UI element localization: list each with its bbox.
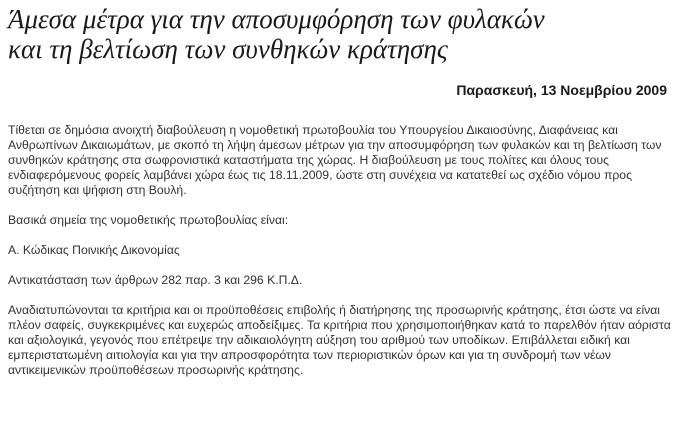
paragraph-replacement: Αντικατάσταση των άρθρων 282 παρ. 3 και 296 Κ.Π.Δ. <box>8 273 303 287</box>
paragraph-criteria: Αναδιατυπώνονται τα κριτήρια και οι προϋποθέσεις επιβολής ή διατήρησης της προσωρινής κράτησης, έτσι ώστε να είναι πλέον σαφείς, συγκεκριμένες και ευχερώς αποδείξιμες. Τα κριτήρια που χρησιμοποιήθηκαν κατά το παρελθόν ήταν αόριστα και αξιολογικά, γεγονός που επέτρεψε την αδικαιολόγητη αύξηση του αριθμού των υποδίκων. Επιβάλλεται ειδική και εμπεριστατωμένη αιτιολογία και για την απροσφορότητα των περιοριστικών όρων και για τη συνδρομή των νέων αντικειμενικών προϋποθέσεων προσωρινής κράτησης. <box>8 303 671 377</box>
article-title-line-1: Άμεσα μέτρα για την αποσυμφόρηση των φυλακών <box>8 4 545 34</box>
article-title-line-2: και τη βελτίωση των συνθηκών κράτησης <box>8 34 448 64</box>
article-body <box>8 123 673 393</box>
paragraph-intro: Τίθεται σε δημόσια ανοιχτή διαβούλευση η νομοθετική πρωτοβουλία του Υπουργείου Δικαιοσύνης, Διαφάνειας και Ανθρωπίνων Δικαιωμάτων, με σκοπό τη λήψη άμεσων μέτρων για την αποσυμφόρηση των φυλακών και τη βελτίωση των συνθηκών κράτησης στα σωφρονιστικά καταστήματα της χώρας. Η διαβούλευση με τους πολίτες και όλους τους ενδιαφερόμενους φορείς λαμβάνει χώρα έως τις 18.11.2009, ώστε στη συνέχεια να κατατεθεί ως σχέδιο νόμου προς συζήτηση και ψήφιση στη Βουλή. <box>8 123 662 197</box>
paragraph-key-points: Βασικά σημεία της νομοθετικής πρωτοβουλίας είναι: <box>8 213 289 227</box>
article-title <box>8 4 673 64</box>
section-heading-a: Α. Κώδικας Ποινικής Δικονομίας <box>8 243 180 257</box>
article-date: Παρασκευή, 13 Νοεμβρίου 2009 <box>456 82 667 98</box>
